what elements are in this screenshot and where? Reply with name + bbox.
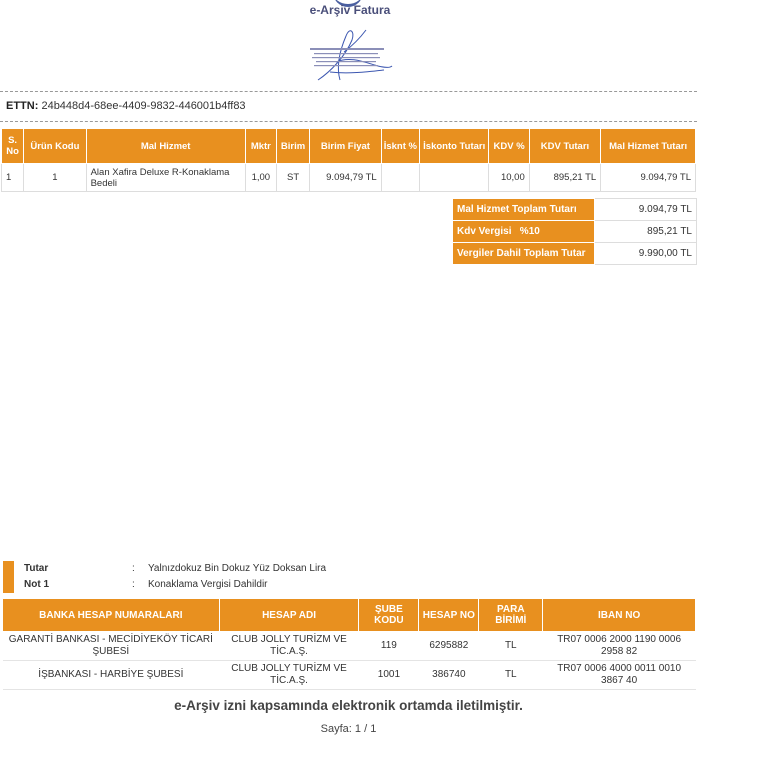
totals-value: 895,21 TL [595,221,697,243]
cell-unit: ST [276,164,309,192]
signature-stamp-icon [300,22,400,86]
col-header-product-code: Ürün Kodu [24,129,86,164]
items-table [1,128,696,192]
note-separator: : [132,579,135,590]
col-header-vat-amount: KDV Tutarı [529,129,601,164]
page-number: Sayfa: 1 / 1 [320,723,377,735]
cell-currency: TL [479,632,543,661]
col-header-discount-rate: İsknt % [381,129,419,164]
totals-value: 9.990,00 TL [595,243,697,265]
col-header-iban: IBAN NO [543,599,696,632]
cell-bank: GARANTİ BANKASI - MECİDİYEKÖY TİCARİ ŞUBESİ [3,632,220,661]
table-row [2,164,696,192]
col-header-quantity: Mktr [245,129,276,164]
bank-accounts-table [2,598,696,690]
cell-account-no: 386740 [419,661,479,690]
col-header-service: Mal Hizmet [86,129,245,164]
col-header-vat-rate: KDV % [489,129,529,164]
totals-label: Vergiler Dahil Toplam Tutar [453,243,595,265]
bank-header-row [3,599,696,632]
cell-sno: 1 [2,164,24,192]
col-header-sno: S. No [2,129,24,164]
table-row [3,661,696,690]
cell-unit-price: 9.094,79 TL [310,164,382,192]
totals-label: Mal Hizmet Toplam Tutarı [453,199,595,221]
cell-discount-amount [419,164,489,192]
col-header-account-no: HESAP NO [419,599,479,632]
col-header-line-total: Mal Hizmet Tutarı [601,129,696,164]
note-amount-in-words [24,563,326,574]
ettn-label: ETTN: [6,100,39,112]
note-value: Konaklama Vergisi Dahildir [148,579,268,590]
cell-vat-rate: 10,00 [489,164,529,192]
notes-accent-bar [3,561,14,593]
totals-row [453,199,697,221]
totals-table [452,198,697,265]
totals-row [453,243,697,265]
cell-line-total: 9.094,79 TL [601,164,696,192]
cell-account-name: CLUB JOLLY TURİZM VE TİC.A.Ş. [219,632,359,661]
note-key: Tutar [24,563,49,574]
divider [0,121,697,122]
items-header-row [2,129,696,164]
ettn-value: 24b448d4-68ee-4409-9832-446001b4ff83 [41,100,246,112]
cell-bank: İŞBANKASI - HARBİYE ŞUBESİ [3,661,220,690]
totals-label: Kdv Vergisi %10 [453,221,595,243]
col-header-unit-price: Birim Fiyat [310,129,382,164]
totals-value: 9.094,79 TL [595,199,697,221]
note-separator: : [132,563,135,574]
divider [0,91,697,92]
cell-vat-amount: 895,21 TL [529,164,601,192]
col-header-discount-amount: İskonto Tutarı [419,129,489,164]
col-header-unit: Birim [276,129,309,164]
cell-product-code: 1 [24,164,86,192]
e-archive-statement: e-Arşiv izni kapsamında elektronik ortamda iletilmiştir. [174,698,523,713]
col-header-currency: PARA BİRİMİ [479,599,543,632]
cell-branch-code: 119 [359,632,419,661]
cell-iban: TR07 0006 4000 0011 0010 3867 40 [543,661,696,690]
document-title: e-Arşiv Fatura [309,3,391,17]
cell-currency: TL [479,661,543,690]
cell-service: Alan Xafira Deluxe R-Konaklama Bedeli [86,164,245,192]
note-key: Not 1 [24,579,49,590]
cell-account-name: CLUB JOLLY TURİZM VE TİC.A.Ş. [219,661,359,690]
cell-quantity: 1,00 [245,164,276,192]
note-1 [24,579,268,590]
col-header-branch-code: ŞUBE KODU [359,599,419,632]
table-row [3,632,696,661]
cell-iban: TR07 0006 2000 1190 0006 2958 82 [543,632,696,661]
col-header-bank: BANKA HESAP NUMARALARI [3,599,220,632]
ettn-line [6,100,246,112]
cell-account-no: 6295882 [419,632,479,661]
cell-discount-rate [381,164,419,192]
cell-branch-code: 1001 [359,661,419,690]
note-value: Yalnızdokuz Bin Dokuz Yüz Doksan Lira [148,563,327,574]
totals-row [453,221,697,243]
col-header-account-name: HESAP ADI [219,599,359,632]
